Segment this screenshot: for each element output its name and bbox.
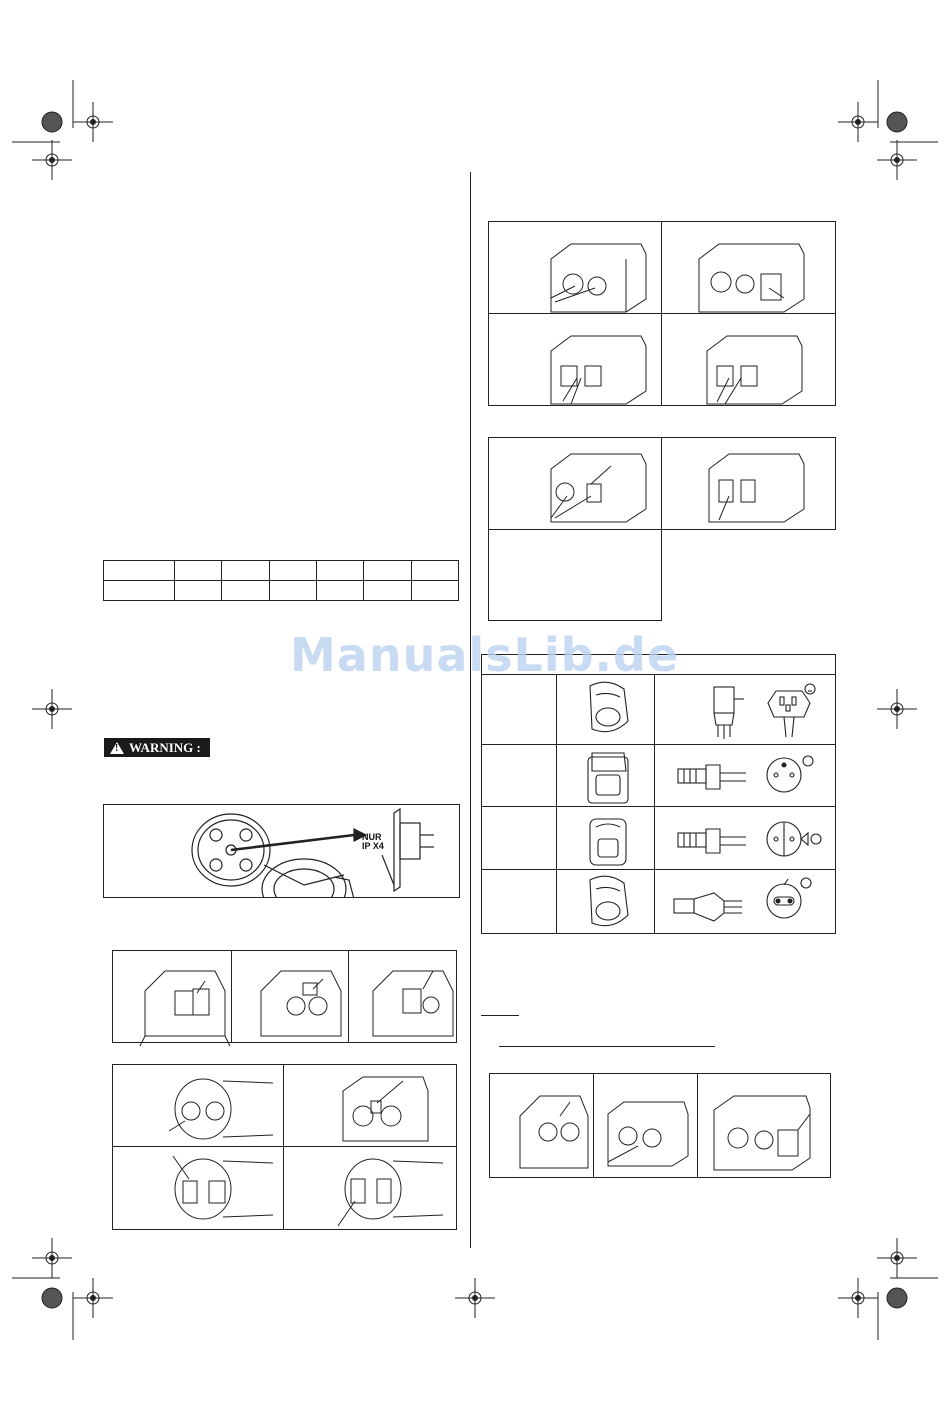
- warning-banner: [104, 738, 210, 757]
- figure-cable-reel: [103, 804, 460, 898]
- warning-label: WARNING :: [129, 739, 201, 755]
- watermark: ManualsLib.de: [290, 628, 680, 682]
- underline-short: [481, 1015, 519, 1016]
- figure-socket-variants: [489, 1073, 831, 1178]
- table-row: [104, 581, 459, 601]
- figure-box-sockets-2: [488, 437, 836, 530]
- spec-table: [103, 560, 459, 601]
- box-socket-illustrations-1: [489, 222, 837, 407]
- nur-ip-label: NUR IP X4: [362, 832, 384, 851]
- table-row: [104, 561, 459, 581]
- column-divider: [470, 172, 471, 1248]
- figure-box-sockets-1: [488, 221, 836, 406]
- plug-type-table: [481, 654, 836, 934]
- figure-panel-sockets: [112, 950, 457, 1043]
- drum-socket-illustrations: [113, 1065, 458, 1231]
- figure-drum-sockets: [112, 1064, 457, 1230]
- socket-variant-illustrations: [490, 1074, 832, 1179]
- panel-socket-illustrations: [113, 951, 458, 1044]
- plug-illustrations: [482, 655, 837, 935]
- warning-triangle-icon: !: [110, 742, 124, 754]
- underline-long: [499, 1046, 715, 1047]
- cable-reel-illustration: [104, 805, 460, 898]
- figure-box-sockets-3: [488, 529, 662, 621]
